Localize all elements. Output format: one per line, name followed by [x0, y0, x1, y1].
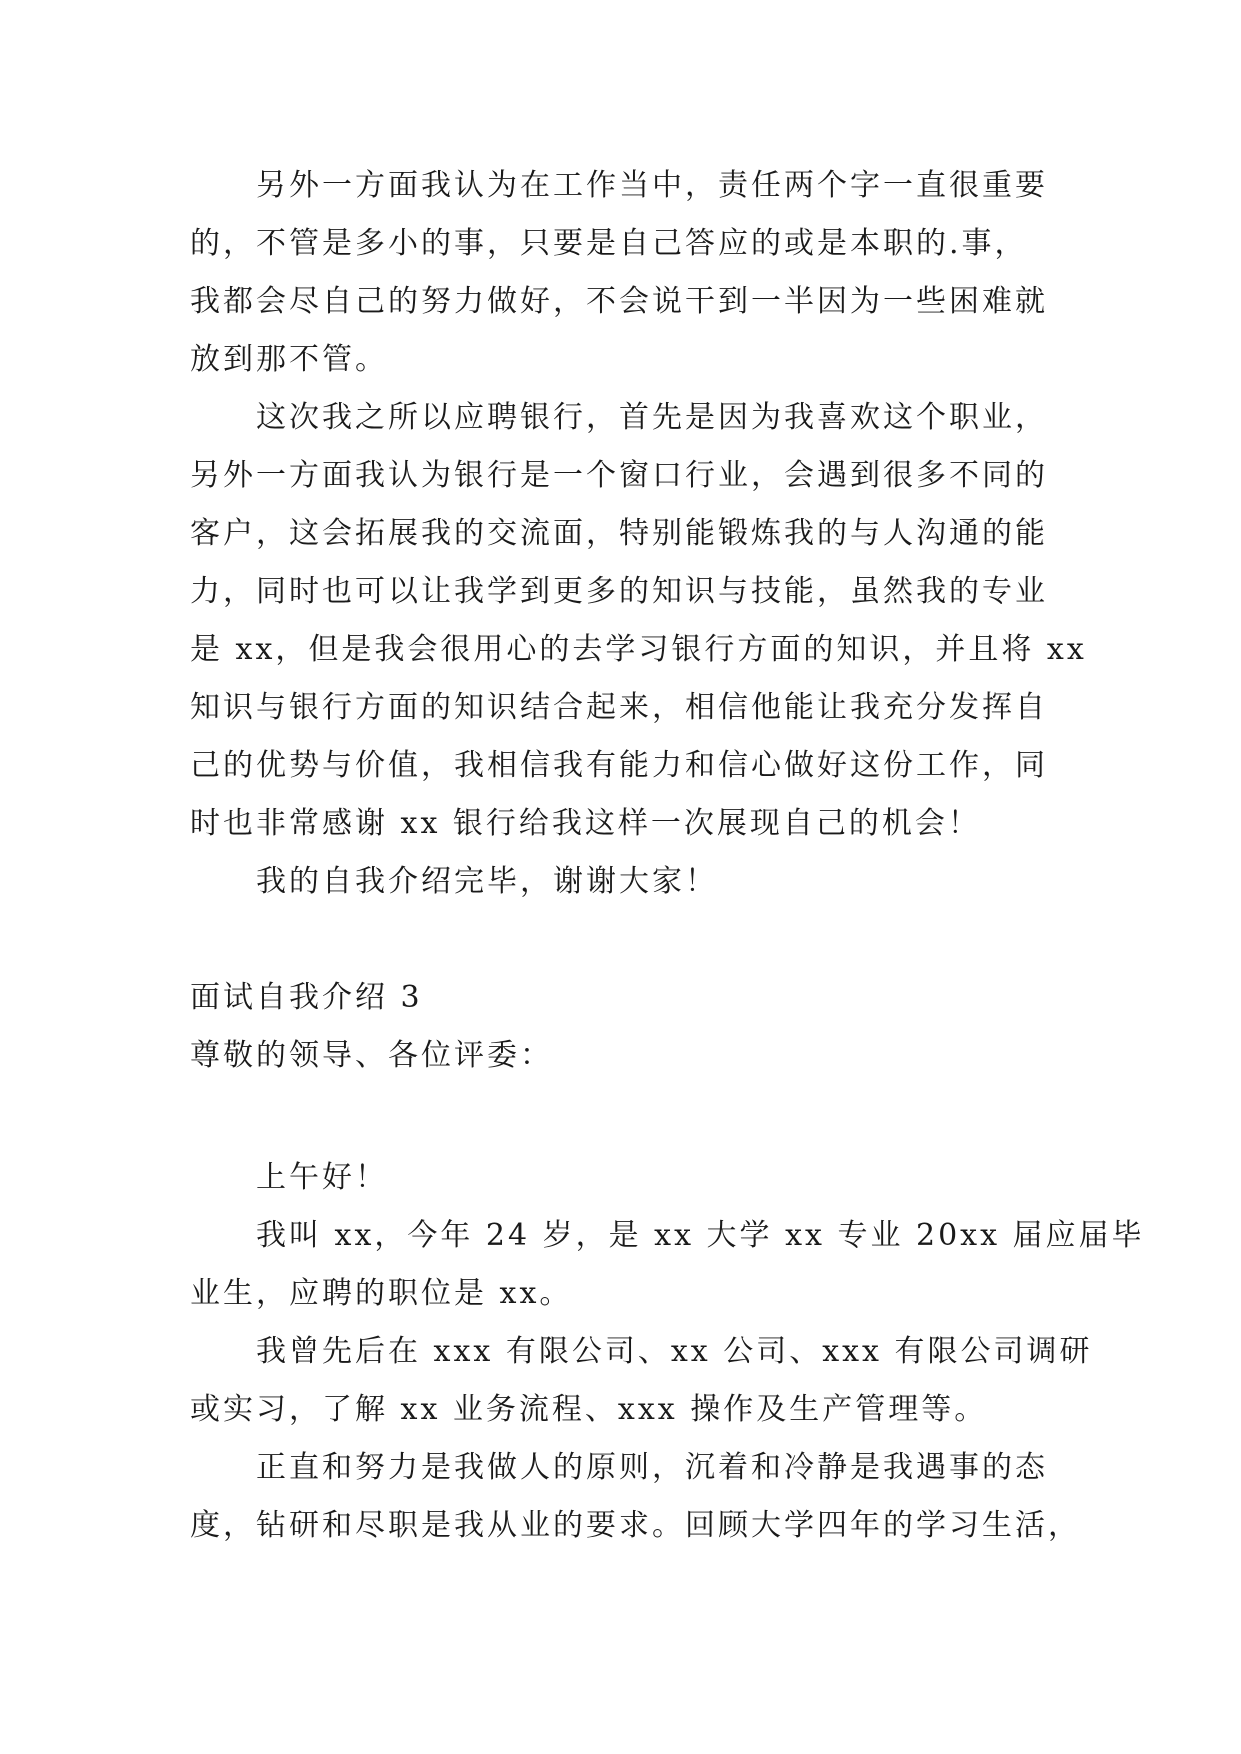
paragraph-principles	[190, 1439, 1081, 1555]
text-line: 度，钻研和尽职是我从业的要求。回顾大学四年的学习生活，	[190, 1508, 1081, 1543]
text-line: 我都会尽自己的努力做好，不会说干到一半因为一些困难就	[190, 284, 1048, 319]
text-line: 或实习，了解 xx 业务流程、xxx 操作及生产管理等。	[190, 1392, 988, 1427]
greeting	[190, 1149, 1060, 1207]
text-line: 是 xx，但是我会很用心的去学习银行方面的知识，并且将 xx	[190, 632, 1087, 667]
text-line: 业生，应聘的职位是 xx。	[190, 1276, 573, 1311]
section-title	[190, 969, 1060, 1027]
text-line: 放到那不管。	[190, 342, 388, 377]
paragraph-closing	[190, 853, 1060, 911]
paragraph-introduction	[190, 1207, 1145, 1323]
text-line: 时也非常感谢 xx 银行给我这样一次展现自己的机会！	[190, 806, 981, 841]
text-line: 正直和努力是我做人的原则，沉着和冷静是我遇事的态	[256, 1450, 1048, 1485]
text-line: 另外一方面我认为银行是一个窗口行业，会遇到很多不同的	[190, 458, 1048, 493]
paragraph-responsibility	[190, 157, 1060, 389]
text-line: 客户，这会拓展我的交流面，特别能锻炼我的与人沟通的能	[190, 516, 1048, 551]
greeting-line: 上午好！	[256, 1160, 388, 1195]
text-line: 我叫 xx，今年 24 岁，是 xx 大学 xx 专业 20xx 届应届毕	[256, 1218, 1145, 1253]
section-heading: 面试自我介绍 3	[190, 980, 423, 1015]
text-line: 我曾先后在 xxx 有限公司、xx 公司、xxx 有限公司调研	[256, 1334, 1093, 1369]
text-line: 知识与银行方面的知识结合起来，相信他能让我充分发挥自	[190, 690, 1048, 725]
salutation	[190, 1027, 1060, 1085]
paragraph-why-bank	[190, 389, 1087, 853]
text-line: 的，不管是多小的事，只要是自己答应的或是本职的.事，	[190, 226, 1028, 261]
paragraph-experience	[190, 1323, 1093, 1439]
salutation-line: 尊敬的领导、各位评委：	[190, 1038, 553, 1073]
text-line: 另外一方面我认为在工作当中，责任两个字一直很重要	[256, 168, 1048, 203]
text-line: 我的自我介绍完毕，谢谢大家！	[256, 864, 718, 899]
text-line: 这次我之所以应聘银行，首先是因为我喜欢这个职业，	[256, 400, 1048, 435]
text-line: 己的优势与价值，我相信我有能力和信心做好这份工作，同	[190, 748, 1048, 783]
text-line: 力，同时也可以让我学到更多的知识与技能，虽然我的专业	[190, 574, 1048, 609]
